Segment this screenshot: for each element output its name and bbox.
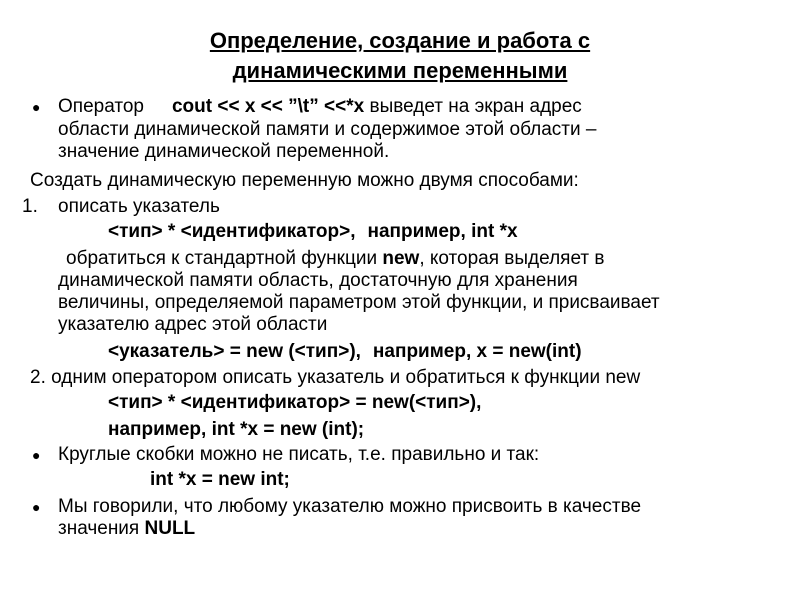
bullet-dot-icon: ● [32, 499, 41, 515]
bullet3-line2 [58, 518, 195, 540]
intro-text: Создать динамическую переменную можно двумя способами: [30, 170, 579, 191]
item1-number: 1. [22, 196, 38, 217]
item1-assign [108, 341, 582, 363]
item1-desc-line3: величины, определяемой параметром этой функции, и присваивает [58, 292, 660, 313]
null-prefix: значения [58, 518, 145, 539]
item1-desc-line2: динамической памяти область, достаточную для хранения [58, 270, 578, 291]
bullet1-line2: области динамической памяти и содержимое этой области – [58, 119, 597, 140]
bullet2-code: int *x = new int; [150, 469, 290, 490]
bullet3-line1: Мы говорили, что любому указателю можно присвоить в качестве [58, 496, 642, 517]
item1-text: описать указатель [58, 196, 220, 217]
item2-text: 2. одним оператором описать указатель и обратиться к функции new [30, 367, 641, 388]
bullet1-rest: выведет на экран адрес [364, 96, 582, 117]
cout-code: cout << x << ”\t” <<*x [171, 96, 365, 117]
title-line-1: Определение, создание и работа с [209, 28, 591, 53]
assign-syntax: <указатель> = new (<тип>), [108, 341, 361, 362]
bullet1-line3: значение динамической переменной. [58, 141, 390, 162]
item1-desc-line1 [66, 248, 604, 270]
desc-pre: обратиться к стандартной функции [66, 248, 383, 269]
item2-example: например, int *x = new (int); [108, 419, 365, 440]
item2-syntax: <тип> * <идентификатор> = new(<тип>), [108, 392, 482, 413]
bullet1-line1 [58, 96, 582, 118]
example-label: например, [367, 221, 466, 242]
null-keyword: NULL [144, 518, 196, 539]
pointer-syntax: <тип> * <идентификатор>, [108, 221, 356, 242]
desc-post: , которая выделяет в [419, 248, 605, 269]
operator-word: Оператор [58, 96, 144, 117]
desc-new-keyword: new [382, 248, 420, 269]
slide-title [0, 26, 800, 86]
assign-example: например, x = new(int) [372, 341, 582, 362]
bullet2-text: Круглые скобки можно не писать, т.е. правильно и так: [58, 444, 540, 465]
title-line-2: динамическими переменными [232, 58, 568, 83]
item1-desc-line4: указателю адрес этой области [58, 314, 328, 335]
item1-syntax [108, 221, 518, 243]
bullet-dot-icon: ● [32, 99, 41, 115]
bullet-dot-icon: ● [32, 447, 41, 463]
example-code: int *x [471, 221, 518, 242]
